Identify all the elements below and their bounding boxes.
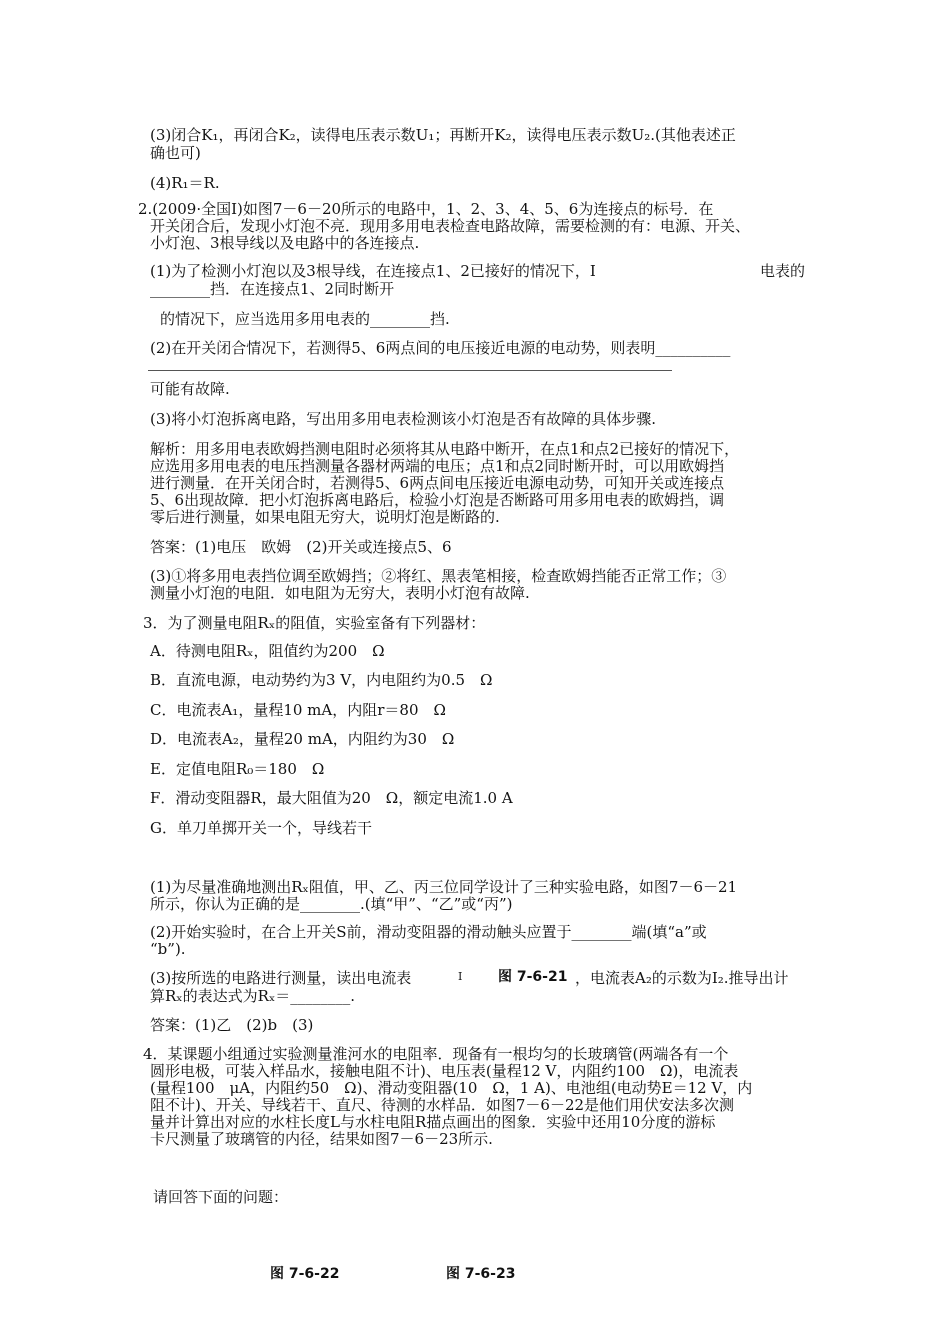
q3-item-g: G．单刀单掷开关一个，导线若干: [150, 819, 372, 837]
q3-part3-line2: 算Rₓ的表达式为Rₓ＝________.: [150, 987, 356, 1005]
q2-analysis-line3: 进行测量．在开关闭合时，若测得5、6两点间电压接近电源电动势，可知开关或连接点: [150, 474, 725, 492]
q4-stem-line6: 卡尺测量了玻璃管的内径，结果如图7－6－23所示.: [150, 1130, 493, 1148]
q2-answer-line1: 答案：(1)电压 欧姆 (2)开关或连接点5、6: [150, 538, 452, 556]
q2-analysis-line1: 解析：用多用电表欧姆挡测电阻时必须将其从电路中断开，在点1和点2已接好的情况下，: [150, 440, 740, 458]
q3-part3-line1-tail: ，电流表A₂的示数为I₂.推导出计: [575, 969, 789, 987]
figure-caption-7-6-23: 图 7-6-23: [446, 1263, 515, 1283]
q2-part1-line1-tail: 电表的: [760, 262, 806, 280]
q2-stem-line2: 开关闭合后，发现小灯泡不亮．现用多用电表检查电路故障，需要检测的有：电源、开关、: [150, 217, 751, 235]
q2-analysis-line4: 5、6出现故障．把小灯泡拆离电路后，检验小灯泡是否断路可用多用电表的欧姆挡，调: [150, 491, 725, 509]
q2-part1-line1: (1)为了检测小灯泡以及3根导线，在连接点1、2已接好的情况下，I: [150, 262, 596, 280]
q3-item-a: A．待测电阻Rₓ，阻值约为200 Ω: [150, 642, 385, 660]
figure-caption-7-6-22: 图 7-6-22: [270, 1263, 339, 1283]
q4-stem-line3: (量程100 μA，内阻约50 Ω)、滑动变阻器(10 Ω，1 A)、电池组(电动势E＝12 V，内: [150, 1079, 753, 1097]
q3-item-c: C．电流表A₁，量程10 mA，内阻r＝80 Ω: [150, 701, 446, 719]
q3-part3-line1: (3)按所选的电路进行测量，读出电流表: [150, 969, 412, 987]
q1-part3-line2: 确也可): [150, 144, 201, 162]
q3-stem: 3．为了测量电阻Rₓ的阻值，实验室备有下列器材：: [143, 614, 486, 632]
q1-part4: (4)R₁＝R.: [150, 174, 220, 192]
q3-item-b: B．直流电源，电动势约为3 V，内电阻约为0.5 Ω: [150, 671, 493, 689]
q3-item-f: F．滑动变阻器R，最大阻值为20 Ω，额定电流1.0 A: [150, 789, 513, 807]
q3-item-e: E．定值电阻R₀＝180 Ω: [150, 760, 325, 778]
q2-answer-line3: 测量小灯泡的电阻．如电阻为无穷大，表明小灯泡有故障.: [150, 584, 530, 602]
q3-part1-line2: 所示，你认为正确的是________.(填“甲”、“乙”或“丙”): [150, 895, 513, 913]
q4-stem-line5: 量并计算出对应的水柱长度L与水柱电阻R描点画出的图象．实验中还用10分度的游标: [150, 1113, 716, 1131]
q3-part2-line1: (2)开始实验时，在合上开关S前，滑动变阻器的滑动触头应置于________端(填“a”或: [150, 923, 707, 941]
q3-part2-line2: “b”).: [150, 940, 186, 958]
q2-part2-line1: (2)在开关闭合情况下，若测得5、6两点间的电压接近电源的电动势，则表明__________: [150, 339, 731, 357]
q1-part3-line1: (3)闭合K₁，再闭合K₂，读得电压表示数U₁；再断开K₂，读得电压表示数U₂.(其他表述正: [150, 126, 736, 144]
q2-answer-line2: (3)①将多用电表挡位调至欧姆挡；②将红、黑表笔相接，检查欧姆挡能否正常工作；③: [150, 567, 727, 585]
q4-stem-line2: 圆形电极，可装入样品水，接触电阻不计)、电压表(量程12 V，内阻约100 Ω)，电流表: [150, 1062, 739, 1080]
q2-stem-line1: 2.(2009·全国Ⅰ)如图7－6－20所示的电路中，1、2、3、4、5、6为连接点的标号．在: [138, 200, 714, 218]
q4-prompt: 请回答下面的问题：: [153, 1188, 289, 1206]
q2-part2-line2: 可能有故障.: [150, 380, 230, 398]
q2-part3: (3)将小灯泡拆离电路，写出用多用电表检测该小灯泡是否有故障的具体步骤.: [150, 410, 657, 428]
q2-part1-line2: ________挡．在连接点1、2同时断开: [150, 280, 395, 298]
q3-answer: 答案：(1)乙 (2)b (3): [150, 1016, 314, 1034]
q2-part1-line3: 的情况下，应当选用多用电表的________挡.: [160, 310, 450, 328]
q4-stem-line1: 4．某课题小组通过实验测量淮河水的电阻率．现备有一根均匀的长玻璃管(两端各有一个: [143, 1045, 729, 1063]
q2-analysis-line2: 应选用多用电表的电压挡测量各器材两端的电压；点1和点2同时断开时，可以用欧姆挡: [150, 457, 725, 475]
answer-blank-line: [148, 370, 672, 371]
q3-item-d: D．电流表A₂，量程20 mA，内阻约为30 Ω: [150, 730, 455, 748]
q2-stem-line3: 小灯泡、3根导线以及电路中的各连接点.: [150, 234, 420, 252]
figure-caption-7-6-21: 图 7-6-21: [498, 966, 567, 986]
q2-analysis-line5: 零后进行测量，如果电阻无穷大，说明灯泡是断路的.: [150, 508, 500, 526]
q3-part1-line1: (1)为尽量准确地测出Rₓ阻值，甲、乙、丙三位同学设计了三种实验电路，如图7－6－21: [150, 878, 738, 896]
q4-stem-line4: 阻不计)、开关、导线若干、直尺、待测的水样品．如图7－6－22是他们用伏安法多次测: [150, 1096, 735, 1114]
cut-glyph: I: [458, 970, 463, 983]
